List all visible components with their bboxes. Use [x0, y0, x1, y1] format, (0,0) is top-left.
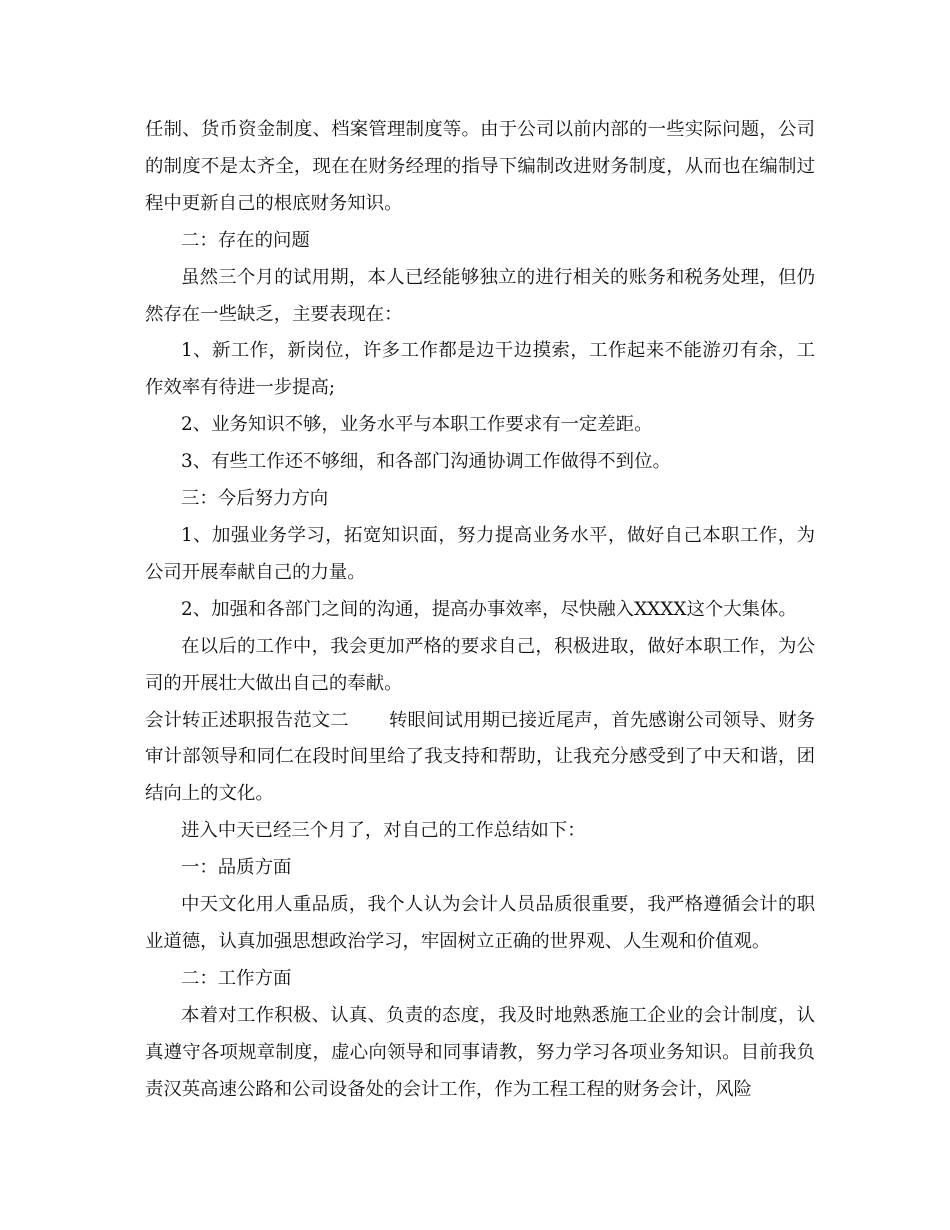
paragraph-closing: 在以后的工作中，我会更加严格的要求自己，积极进取，做好本职工作，为公司的开展壮大做出自己的奉献。: [145, 635, 815, 694]
paragraph-problem-2: 2、业务知识不够，业务水平与本职工作要求有一定差距。: [181, 414, 653, 436]
paragraph-problem-1: 1、新工作，新岗位，许多工作都是边干边摸索，工作起来不能游刃有余，工作效率有待进一步提高;: [145, 340, 815, 399]
heading-future-direction: 三：今后努力方向: [181, 488, 329, 510]
paragraph-summary-intro: 进入中天已经三个月了，对自己的工作总结如下：: [181, 820, 586, 842]
paragraph-work: 本着对工作积极、认真、负责的态度，我及时地熟悉施工企业的会计制度，认真遵守各项规章制度，虚心向领导和同事请教，努力学习各项业务知识。目前我负责汉英高速公路和公司设备处的会计工作，作为工程工程的财务会计，风险: [145, 1004, 815, 1100]
paragraph-institution-rules: 任制、货币资金制度、档案管理制度等。由于公司以前内部的一些实际问题，公司的制度不是太齐全，现在在财务经理的指导下编制改进财务制度，从而也在编制过程中更新自己的根底财务知识。: [145, 119, 815, 214]
report-two-intro: 转眼间试用期已接近尾声，首先感谢公司领导、财务审计部领导和同仁在段时间里给了我支持和帮助，让我充分感受到了中天和谐，团结向上的文化。: [145, 709, 815, 805]
paragraph-report-two: [145, 703, 815, 814]
paragraph-problem-3: 3、有些工作还不够细，和各部门沟通协调工作做得不到位。: [181, 451, 671, 473]
paragraph-direction-2: 2、加强和各部门之间的沟通，提高办事效率，尽快融入XXXX这个大集体。: [181, 598, 797, 620]
paragraph-problems-intro: 虽然三个月的试用期，本人已经能够独立的进行相关的账务和税务处理，但仍然存在一些缺乏，主要表现在：: [145, 266, 815, 325]
document-body: [145, 112, 815, 1108]
heading-quality: 一：品质方面: [181, 857, 292, 879]
paragraph-direction-1: 1、加强业务学习，拓宽知识面，努力提高业务水平，做好自己本职工作，为公司开展奉献自己的力量。: [145, 524, 815, 583]
paragraph-quality: 中天文化用人重品质，我个人认为会计人员品质很重要，我严格遵循会计的职业道德，认真加强思想政治学习，牢固树立正确的世界观、人生观和价值观。: [145, 894, 815, 952]
heading-existing-problems: 二：存在的问题: [181, 229, 310, 251]
heading-work: 二：工作方面: [181, 967, 292, 989]
report-title: 会计转正述职报告范文二: [145, 709, 349, 731]
